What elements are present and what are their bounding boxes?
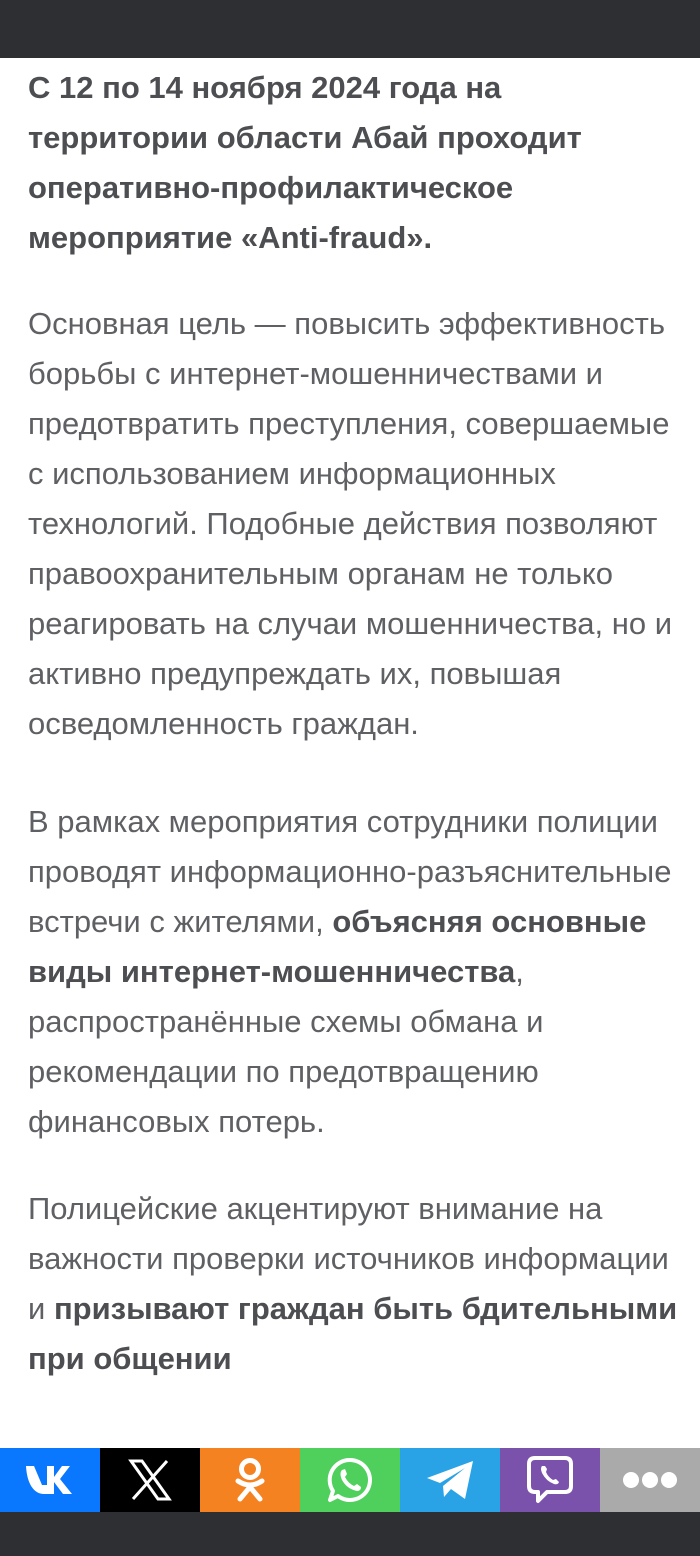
odnoklassniki-icon <box>233 1456 267 1504</box>
article-lead: С 12 по 14 ноября 2024 года на территории области Абай проходит оперативно-профилактическое мероприятие «Anti-fraud». <box>28 70 582 255</box>
article-paragraph-2 <box>28 797 678 1147</box>
share-x-button[interactable] <box>100 1448 200 1512</box>
share-more-button[interactable] <box>600 1448 700 1512</box>
article-paragraph-3 <box>28 1184 678 1384</box>
paragraph-3-bold-text: призывают граждан быть бдительными при общении <box>28 1291 678 1376</box>
paragraph-2-text-start: В рамках мероприятия сотрудники полиции проводят информационно-разъяснительные встречи с жителями, <box>28 804 672 939</box>
article-body <box>28 58 678 1448</box>
x-icon <box>128 1458 172 1502</box>
system-navigation-bar <box>0 1512 700 1556</box>
vk-icon <box>23 1463 77 1497</box>
status-bar <box>0 0 700 58</box>
share-vk-button[interactable] <box>0 1448 100 1512</box>
whatsapp-icon <box>326 1456 374 1504</box>
share-whatsapp-button[interactable] <box>300 1448 400 1512</box>
article-paragraph-1: Основная цель — повысить эффективность борьбы с интернет-мошенничествами и предотвратить преступления, совершаемые с использованием информационных технологий. Подобные действия позволяют правоохранительным органам не только реагировать на случаи мошенничества, но и активно предупреждать их, повышая осведомленность граждан. <box>28 306 673 741</box>
paragraph-2-bold-text: объясняя основные виды интернет-мошенничества <box>28 904 647 989</box>
telegram-icon <box>424 1458 476 1502</box>
share-viber-button[interactable] <box>500 1448 600 1512</box>
share-telegram-button[interactable] <box>400 1448 500 1512</box>
paragraph-2-text-end: , распространённые схемы обмана и рекомендации по предотвращению финансовых потерь. <box>28 954 544 1139</box>
more-dots-icon <box>622 1471 678 1489</box>
share-odnoklassniki-button[interactable] <box>200 1448 300 1512</box>
share-bar <box>0 1448 700 1512</box>
paragraph-3-text-start: Полицейские акцентируют внимание на важности проверки источников информации и <box>28 1191 669 1326</box>
viber-icon <box>525 1454 575 1506</box>
